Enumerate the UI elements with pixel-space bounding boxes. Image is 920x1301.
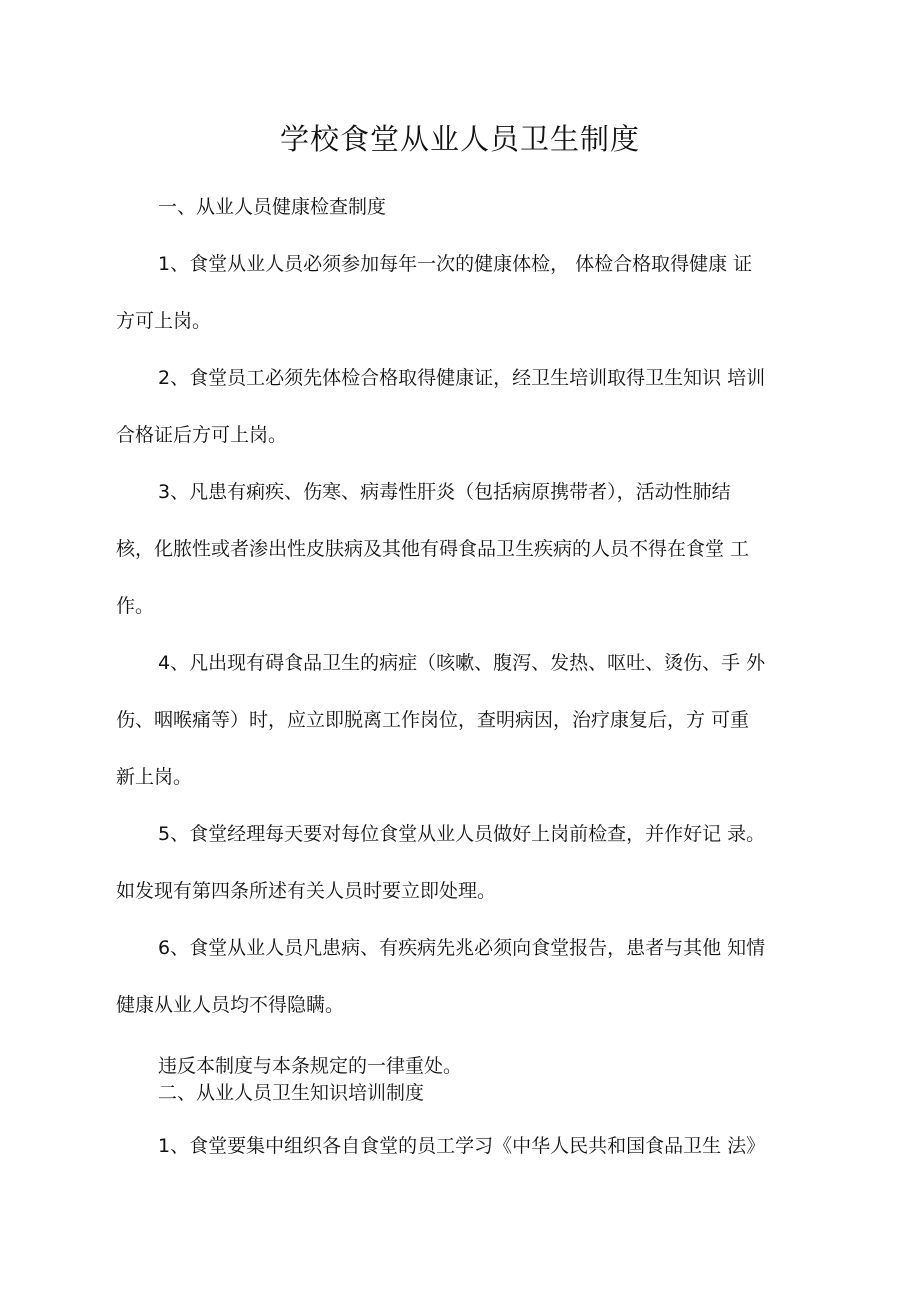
paragraph-line: 作。 xyxy=(116,595,155,617)
paragraph-line: 合格证后方可上岗。 xyxy=(116,424,288,446)
paragraph-line: 伤、咽喉痛等）时，应立即脱离工作岗位，查明病因，治疗康复后，方 可重 xyxy=(116,709,750,731)
paragraph-line: 4、凡出现有碍食品卫生的病症（咳嗽、腹泻、发热、呕吐、烫伤、手 外 xyxy=(158,652,766,674)
paragraph-line: 健康从业人员均不得隐瞒。 xyxy=(116,994,345,1016)
paragraph-line: 2、食堂员工必须先体检合格取得健康证，经卫生培训取得卫生知识 培训 xyxy=(158,367,766,389)
paragraph-line: 5、食堂经理每天要对每位食堂从业人员做好上岗前检查，并作好记 录。 xyxy=(158,823,766,845)
paragraph-line: 6、食堂从业人员凡患病、有疾病先兆必须向食堂报告，患者与其他 知情 xyxy=(158,937,766,959)
paragraph-line: 方可上岗。 xyxy=(116,310,212,332)
section-heading-2: 二、从业人员卫生知识培训制度 xyxy=(158,1082,425,1104)
paragraph-line: 核，化脓性或者渗出性皮肤病及其他有碍食品卫生疾病的人员不得在食堂 工 xyxy=(116,538,750,560)
document-title: 学校食堂从业人员卫生制度 xyxy=(279,122,640,156)
section-heading-1: 一、从业人员健康检查制度 xyxy=(158,196,387,218)
paragraph-line: 3、凡患有痢疾、伤寒、病毒性肝炎（包括病原携带者），活动性肺结 xyxy=(158,481,731,503)
paragraph-line: 1、食堂要集中组织各自食堂的员工学习《中华人民共和国食品卫生 法》 xyxy=(158,1135,766,1157)
paragraph-line: 新上岗。 xyxy=(116,766,193,788)
paragraph-line: 违反本制度与本条规定的一律重处。 xyxy=(158,1055,463,1077)
paragraph-line: 1、食堂从业人员必须参加每年一次的健康体检， 体检合格取得健康 证 xyxy=(158,253,753,275)
paragraph-line: 如发现有第四条所述有关人员时要立即处理。 xyxy=(116,880,497,902)
